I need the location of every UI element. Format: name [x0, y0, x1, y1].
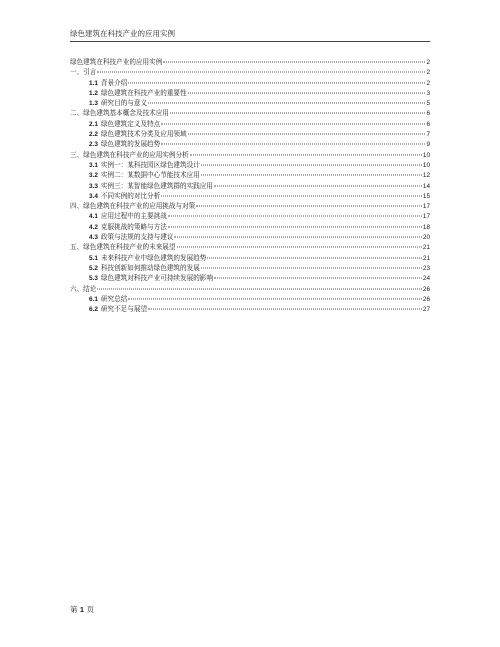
toc-entry[interactable]: [70, 150, 430, 160]
toc-entry-page: 2: [426, 59, 430, 66]
page-footer: [70, 604, 94, 615]
toc-dot-leader: [161, 144, 425, 145]
toc-entry-number: 3.4: [89, 192, 98, 200]
toc-entry[interactable]: [70, 78, 430, 88]
toc-dot-leader: [161, 195, 422, 196]
footer-prefix: 第: [70, 605, 78, 614]
toc-entry[interactable]: [70, 284, 430, 294]
toc-entry-number: 2.2: [89, 131, 98, 139]
table-of-contents: [70, 57, 430, 314]
toc-dot-leader: [188, 134, 426, 135]
toc-entry-title: 绿色建筑在科技产业的应用实例: [70, 58, 163, 66]
toc-entry-number: 4.3: [89, 234, 98, 242]
toc-entry-page: 20: [422, 234, 430, 242]
toc-entry[interactable]: [70, 108, 430, 118]
toc-entry-page: 6: [426, 120, 430, 128]
toc-entry-number: 4.2: [89, 223, 98, 231]
toc-entry-page: 26: [422, 285, 430, 293]
toc-entry-number: 1.3: [89, 100, 98, 108]
toc-entry[interactable]: [70, 273, 430, 283]
toc-entry-page: 7: [426, 131, 430, 139]
toc-dot-leader: [174, 237, 421, 238]
toc-entry-number: 1.2: [89, 89, 98, 97]
toc-dot-leader: [214, 185, 422, 186]
toc-entry[interactable]: [70, 201, 430, 211]
toc-entry-page: 23: [422, 264, 430, 272]
toc-entry-number: 3.2: [89, 172, 98, 180]
toc-entry-title: 科技创新如何推动绿色建筑的发展: [100, 263, 200, 272]
toc-entry[interactable]: [70, 119, 430, 129]
toc-entry[interactable]: [70, 242, 430, 252]
toc-entry-page: 2: [426, 69, 430, 77]
toc-entry-page: 6: [426, 110, 430, 118]
toc-dot-leader: [177, 247, 422, 248]
toc-dot-leader: [168, 226, 422, 227]
toc-entry[interactable]: [70, 160, 430, 170]
toc-dot-leader: [170, 113, 426, 114]
toc-entry-title: 实例二：某数据中心节能技术应用: [100, 171, 200, 180]
toc-entry[interactable]: [70, 294, 430, 304]
toc-entry-title: 研究目的与意义: [100, 99, 148, 108]
toc-entry-number: 5.1: [89, 254, 98, 262]
toc-entry-page: 14: [422, 182, 430, 190]
toc-dot-leader: [188, 92, 426, 93]
toc-dot-leader: [190, 154, 422, 155]
toc-entry-title: 绿色建筑对科技产业可持续发展的影响: [100, 274, 213, 283]
toc-dot-leader: [148, 103, 425, 104]
toc-entry[interactable]: [70, 67, 430, 77]
toc-entry[interactable]: [70, 191, 430, 201]
toc-dot-leader: [97, 72, 425, 73]
toc-entry-page: 9: [426, 141, 430, 149]
toc-dot-leader: [201, 164, 422, 165]
toc-dot-leader: [128, 82, 425, 83]
toc-dot-leader: [168, 216, 422, 217]
toc-entry-number: 3.3: [89, 182, 98, 190]
toc-entry[interactable]: [70, 253, 430, 263]
toc-entry-title: 应用过程中的主要挑战: [100, 212, 167, 221]
toc-entry-title: 六、结论: [70, 284, 97, 293]
header-title: 绿色建筑在科技产业的应用实例: [70, 29, 175, 38]
toc-entry-number: 6.1: [89, 295, 98, 303]
toc-entry-page: 24: [422, 275, 430, 283]
toc-entry-number: 2.3: [89, 141, 98, 149]
toc-entry-page: 12: [422, 172, 430, 180]
toc-entry-page: 21: [422, 244, 430, 252]
header-rule: [70, 41, 430, 42]
toc-entry-title: 绿色建筑定义及特点: [100, 119, 161, 128]
toc-entry-page: 10: [422, 161, 430, 169]
toc-entry[interactable]: [70, 170, 430, 180]
toc-entry[interactable]: [70, 222, 430, 232]
footer-page-number: 1: [79, 605, 85, 614]
toc-entry-title: 克服挑战的策略与方法: [100, 222, 167, 231]
toc-dot-leader: [201, 267, 422, 268]
page-header: [70, 28, 175, 39]
toc-entry[interactable]: [70, 232, 430, 242]
toc-entry-number: 3.1: [89, 161, 98, 169]
toc-entry[interactable]: [70, 129, 430, 139]
toc-entry-title: 五、绿色建筑在科技产业的未来展望: [70, 243, 176, 252]
toc-entry-page: 18: [422, 223, 430, 231]
toc-entry-page: 5: [426, 100, 430, 108]
toc-entry-title: 二、绿色建筑基本概念及技术应用: [70, 109, 169, 118]
toc-entry[interactable]: [70, 263, 430, 273]
toc-entry[interactable]: [70, 57, 430, 67]
toc-dot-leader: [201, 175, 422, 176]
toc-entry-number: 6.2: [89, 306, 98, 314]
toc-entry[interactable]: [70, 304, 430, 314]
toc-entry-title: 三、绿色建筑在科技产业的应用实例分析: [70, 150, 189, 159]
toc-entry[interactable]: [70, 88, 430, 98]
toc-dot-leader: [163, 62, 425, 63]
toc-entry-title: 绿色建筑的发展趋势: [100, 140, 161, 149]
toc-entry-number: 4.1: [89, 213, 98, 221]
toc-entry-page: 26: [422, 295, 430, 303]
toc-entry-title: 绿色建筑技术分类及应用领域: [100, 130, 187, 139]
toc-entry-title: 研究不足与展望: [100, 305, 148, 314]
toc-entry[interactable]: [70, 211, 430, 221]
toc-entry-page: 2: [426, 79, 430, 87]
toc-entry-number: 5.3: [89, 275, 98, 283]
toc-entry-page: 27: [422, 306, 430, 314]
toc-entry[interactable]: [70, 139, 430, 149]
toc-dot-leader: [148, 309, 422, 310]
toc-entry-page: 17: [422, 213, 430, 221]
footer-suffix: 页: [86, 605, 94, 614]
toc-entry-title: 背景介绍: [100, 78, 128, 87]
toc-entry-title: 实例三：某智能绿色建筑群的实践应用: [100, 181, 213, 190]
toc-entry[interactable]: [70, 98, 430, 108]
toc-entry-title: 不同实例的对比分析: [100, 191, 161, 200]
toc-entry-page: 21: [422, 254, 430, 262]
toc-entry-title: 政策与法规的支持与建议: [100, 233, 174, 242]
toc-dot-leader: [128, 298, 422, 299]
toc-entry-title: 研究总结: [100, 294, 128, 303]
toc-entry-title: 实例一：某科技园区绿色建筑设计: [100, 160, 200, 169]
toc-dot-leader: [161, 123, 425, 124]
toc-entry-number: 1.1: [89, 79, 98, 87]
toc-dot-leader: [207, 257, 422, 258]
toc-entry-page: 15: [422, 192, 430, 200]
toc-entry-number: 5.2: [89, 264, 98, 272]
toc-entry[interactable]: [70, 181, 430, 191]
toc-dot-leader: [97, 288, 422, 289]
toc-entry-title: 一、引言: [70, 68, 97, 77]
toc-entry-page: 10: [422, 151, 430, 159]
toc-entry-page: 3: [426, 89, 430, 97]
toc-dot-leader: [214, 278, 422, 279]
toc-entry-title: 未来科技产业中绿色建筑的发展趋势: [100, 253, 207, 262]
toc-dot-leader: [196, 206, 422, 207]
toc-entry-page: 17: [422, 203, 430, 211]
toc-entry-number: 2.1: [89, 120, 98, 128]
toc-entry-title: 四、绿色建筑在科技产业的应用挑战与对策: [70, 202, 196, 211]
toc-entry-title: 绿色建筑在科技产业的重要性: [100, 88, 187, 97]
